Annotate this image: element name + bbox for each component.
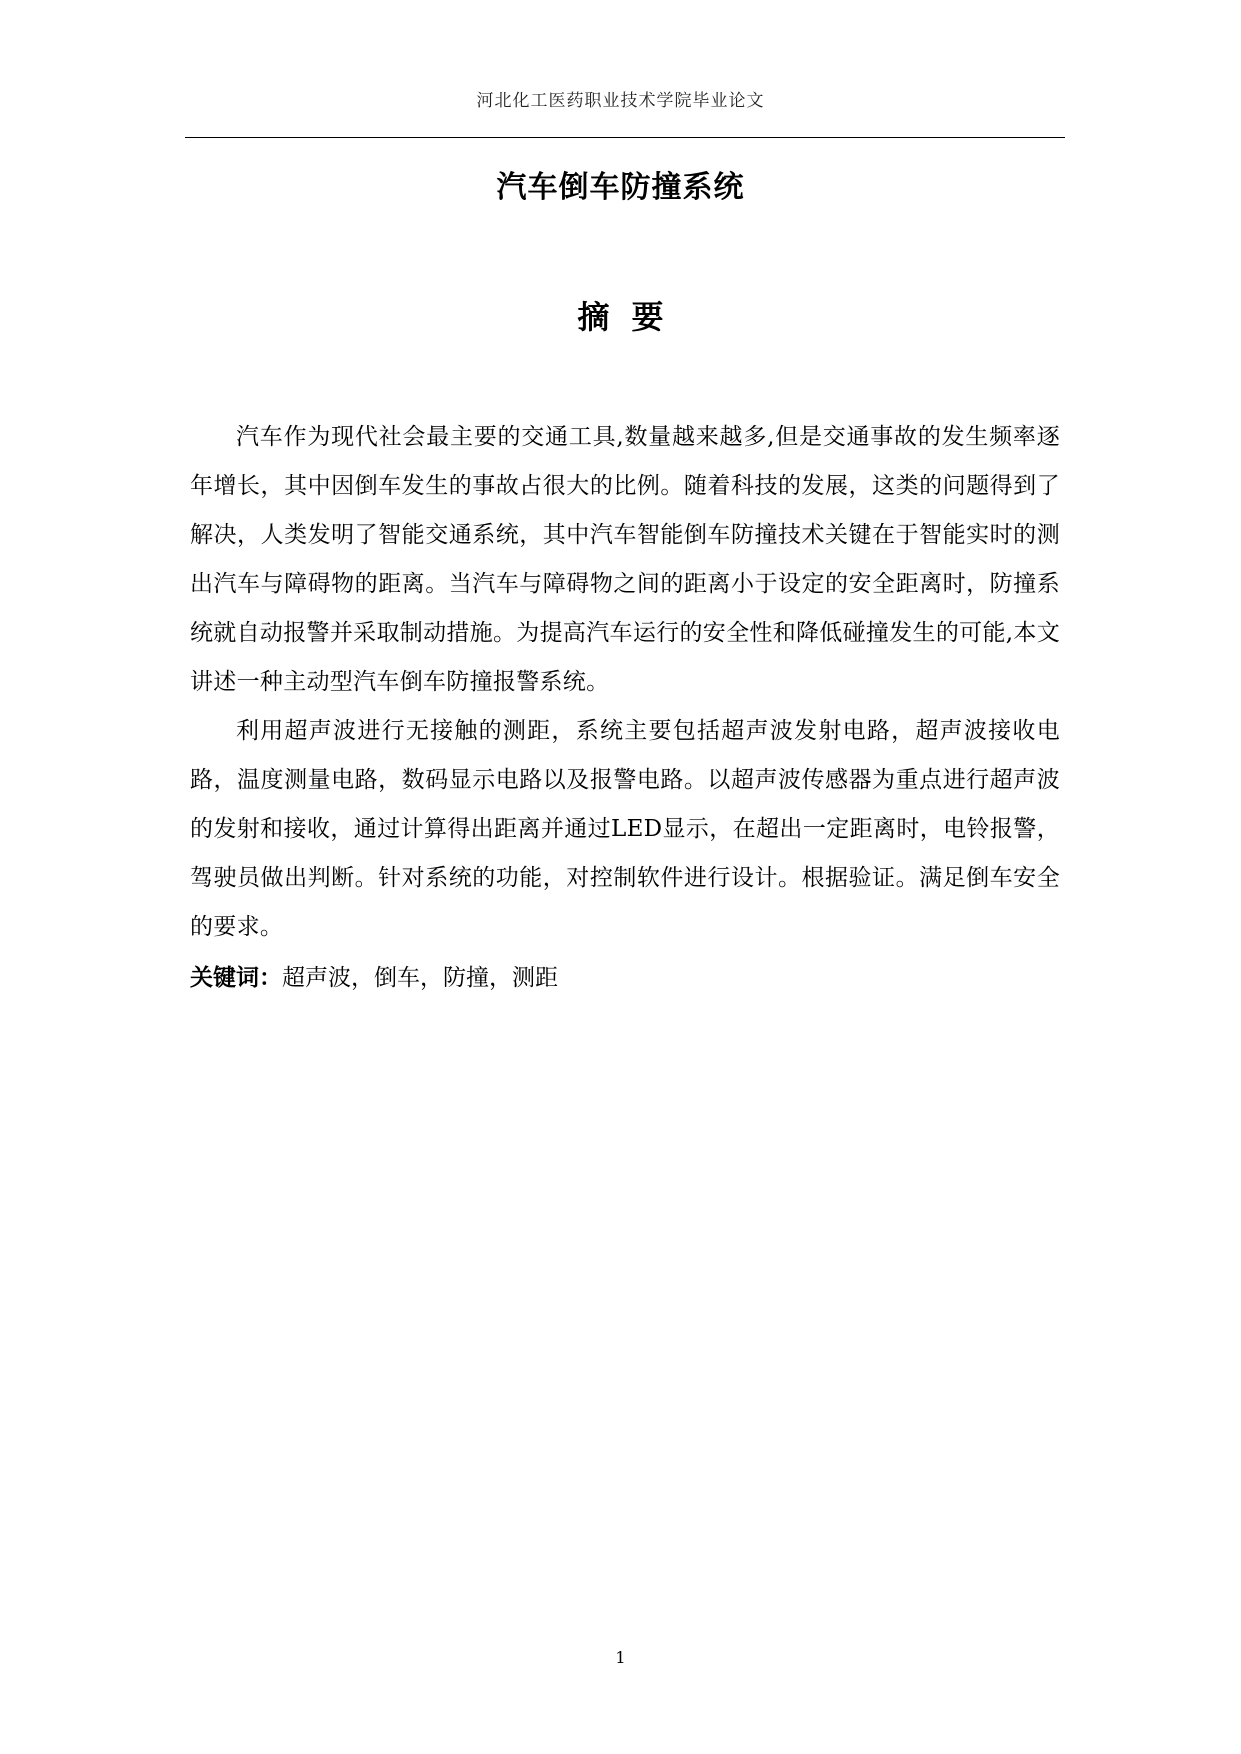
page-number: 1 <box>615 1648 626 1667</box>
header-divider <box>185 137 1065 138</box>
document-title: 汽车倒车防撞系统 <box>496 170 745 205</box>
running-header: 河北化工医药职业技术学院毕业论文 <box>476 91 765 111</box>
abstract-heading: 摘要 <box>577 298 686 336</box>
keywords-label: 关键词： <box>190 965 282 991</box>
abstract-paragraph-1: 汽车作为现代社会最主要的交通工具,数量越来越多,但是交通事故的发生频率逐年增长，其中因倒车发生的事故占很大的比例。随着科技的发展，这类的问题得到了解决，人类发明了智能交通系统，其中汽车智能倒车防撞技术关键在于智能实时的测出汽车与障碍物的距离。当汽车与障碍物之间的距离小于设定的安全距离时，防撞系统就自动报警并采取制动措施。为提高汽车运行的安全性和降低碰撞发生的可能,本文讲述一种主动型汽车倒车防撞报警系统。 <box>190 424 1060 695</box>
keywords-line <box>190 954 1060 1003</box>
abstract-body <box>190 413 1060 1003</box>
abstract-paragraph-2: 利用超声波进行无接触的测距，系统主要包括超声波发射电路，超声波接收电路，温度测量电路，数码显示电路以及报警电路。以超声波传感器为重点进行超声波的发射和接收，通过计算得出距离并通过LED显示，在超出一定距离时，电铃报警，驾驶员做出判断。针对系统的功能，对控制软件进行设计。根据验证。满足倒车安全的要求。 <box>190 718 1060 940</box>
keywords-value: 超声波，倒车，防撞，测距 <box>282 965 558 991</box>
